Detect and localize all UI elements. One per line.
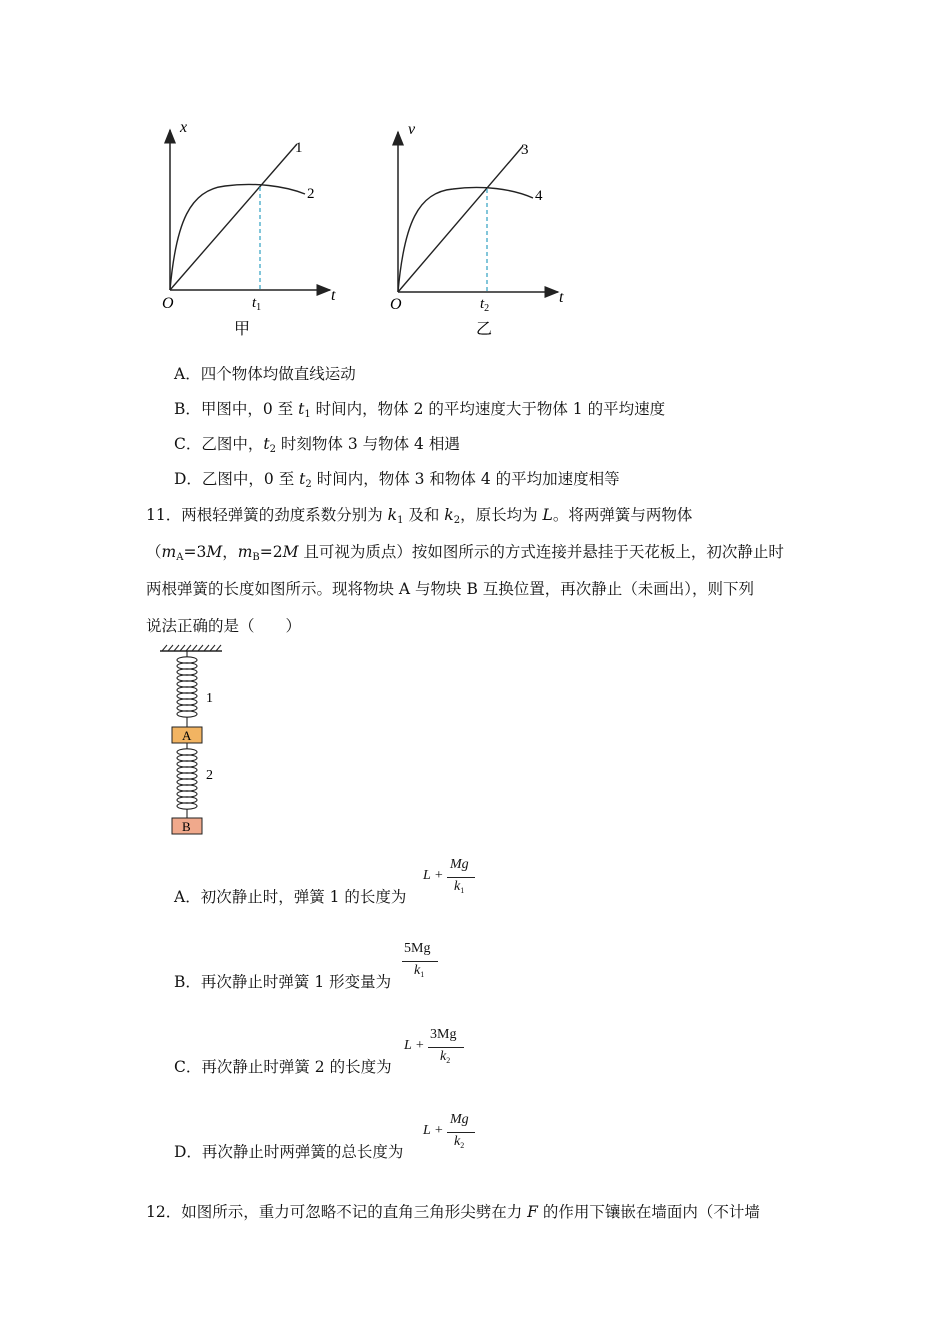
x-axis-label: t — [559, 289, 564, 306]
spring-2 — [177, 743, 197, 818]
q11-line-2: （$m_A=3M$，$m_B=2M$ 且可视为质点）按如图所示的方式连接并悬挂于天花板上，初次静止时 — [146, 543, 784, 563]
block-a-label: A — [182, 728, 192, 743]
block-b-label: B — [182, 819, 191, 834]
q10-option-c: C．乙图中，$t_2$ 时刻物体 3 与物体 4 相遇 — [174, 435, 460, 455]
origin-label: O — [390, 296, 402, 313]
curve-4 — [398, 187, 533, 292]
q11-line-3: 两根弹簧的长度如图所示。现将物块 A 与物块 B 互换位置，再次静止（未画出），则下列 — [146, 580, 755, 598]
spring-1-label: 1 — [206, 691, 213, 706]
graph-caption: 甲 — [234, 321, 251, 338]
q11-option-c-formula: L + 3Mg $k_2$ — [404, 1027, 470, 1073]
t2-tick-label: $t_2$ — [480, 296, 490, 314]
q10-option-d: D．乙图中，0 至 $t_2$ 时间内，物体 3 和物体 4 的平均加速度相等 — [174, 470, 620, 490]
q11-option-a-formula: L + Mg $k_1$ — [423, 857, 483, 903]
q11-option-c: C．再次静止时弹簧 2 的长度为 — [174, 1058, 392, 1076]
y-axis-label: v — [408, 121, 416, 138]
spring-1 — [177, 651, 197, 727]
spring-figure — [150, 643, 240, 838]
curve-4-label: 4 — [535, 188, 543, 204]
y-axis-label: x — [180, 119, 188, 136]
q11-option-d-formula: L + Mg $k_2$ — [423, 1112, 483, 1158]
graph-caption: 乙 — [476, 321, 493, 338]
graph-yi — [378, 112, 578, 342]
q11-option-b-formula: 5Mg $k_1$ — [402, 941, 442, 987]
q11-line-1: 11．两根轻弹簧的劲度系数分别为 $k_1$ 及和 $k_2$，原长均为 L。将两弹簧与两物体 — [146, 506, 693, 526]
q11-option-b: B．再次静止时弹簧 1 形变量为 — [174, 973, 392, 991]
line-1-label: 1 — [295, 140, 303, 156]
q10-option-a: A．四个物体均做直线运动 — [174, 365, 356, 383]
x-axis-label: t — [331, 287, 336, 304]
q11-option-d: D．再次静止时两弹簧的总长度为 — [174, 1143, 404, 1161]
curve-2 — [170, 184, 305, 290]
line-3 — [398, 146, 523, 292]
q10-option-b: B．甲图中，0 至 $t_1$ 时间内，物体 2 的平均速度大于物体 1 的平均速度 — [174, 400, 666, 420]
line-1 — [170, 144, 297, 290]
graph-jia — [150, 112, 350, 342]
curve-2-label: 2 — [307, 186, 315, 202]
q11-option-a: A．初次静止时，弹簧 1 的长度为 — [174, 888, 407, 906]
t1-tick-label: $t_1$ — [252, 295, 262, 313]
q11-line-4: 说法正确的是（ ） — [146, 617, 302, 635]
origin-label: O — [162, 295, 174, 312]
line-3-label: 3 — [521, 142, 529, 158]
spring-2-label: 2 — [206, 768, 213, 783]
q12-line-1: 12．如图所示，重力可忽略不记的直角三角形尖劈在力 F 的作用下镶嵌在墙面内（不计墙 — [146, 1203, 760, 1221]
